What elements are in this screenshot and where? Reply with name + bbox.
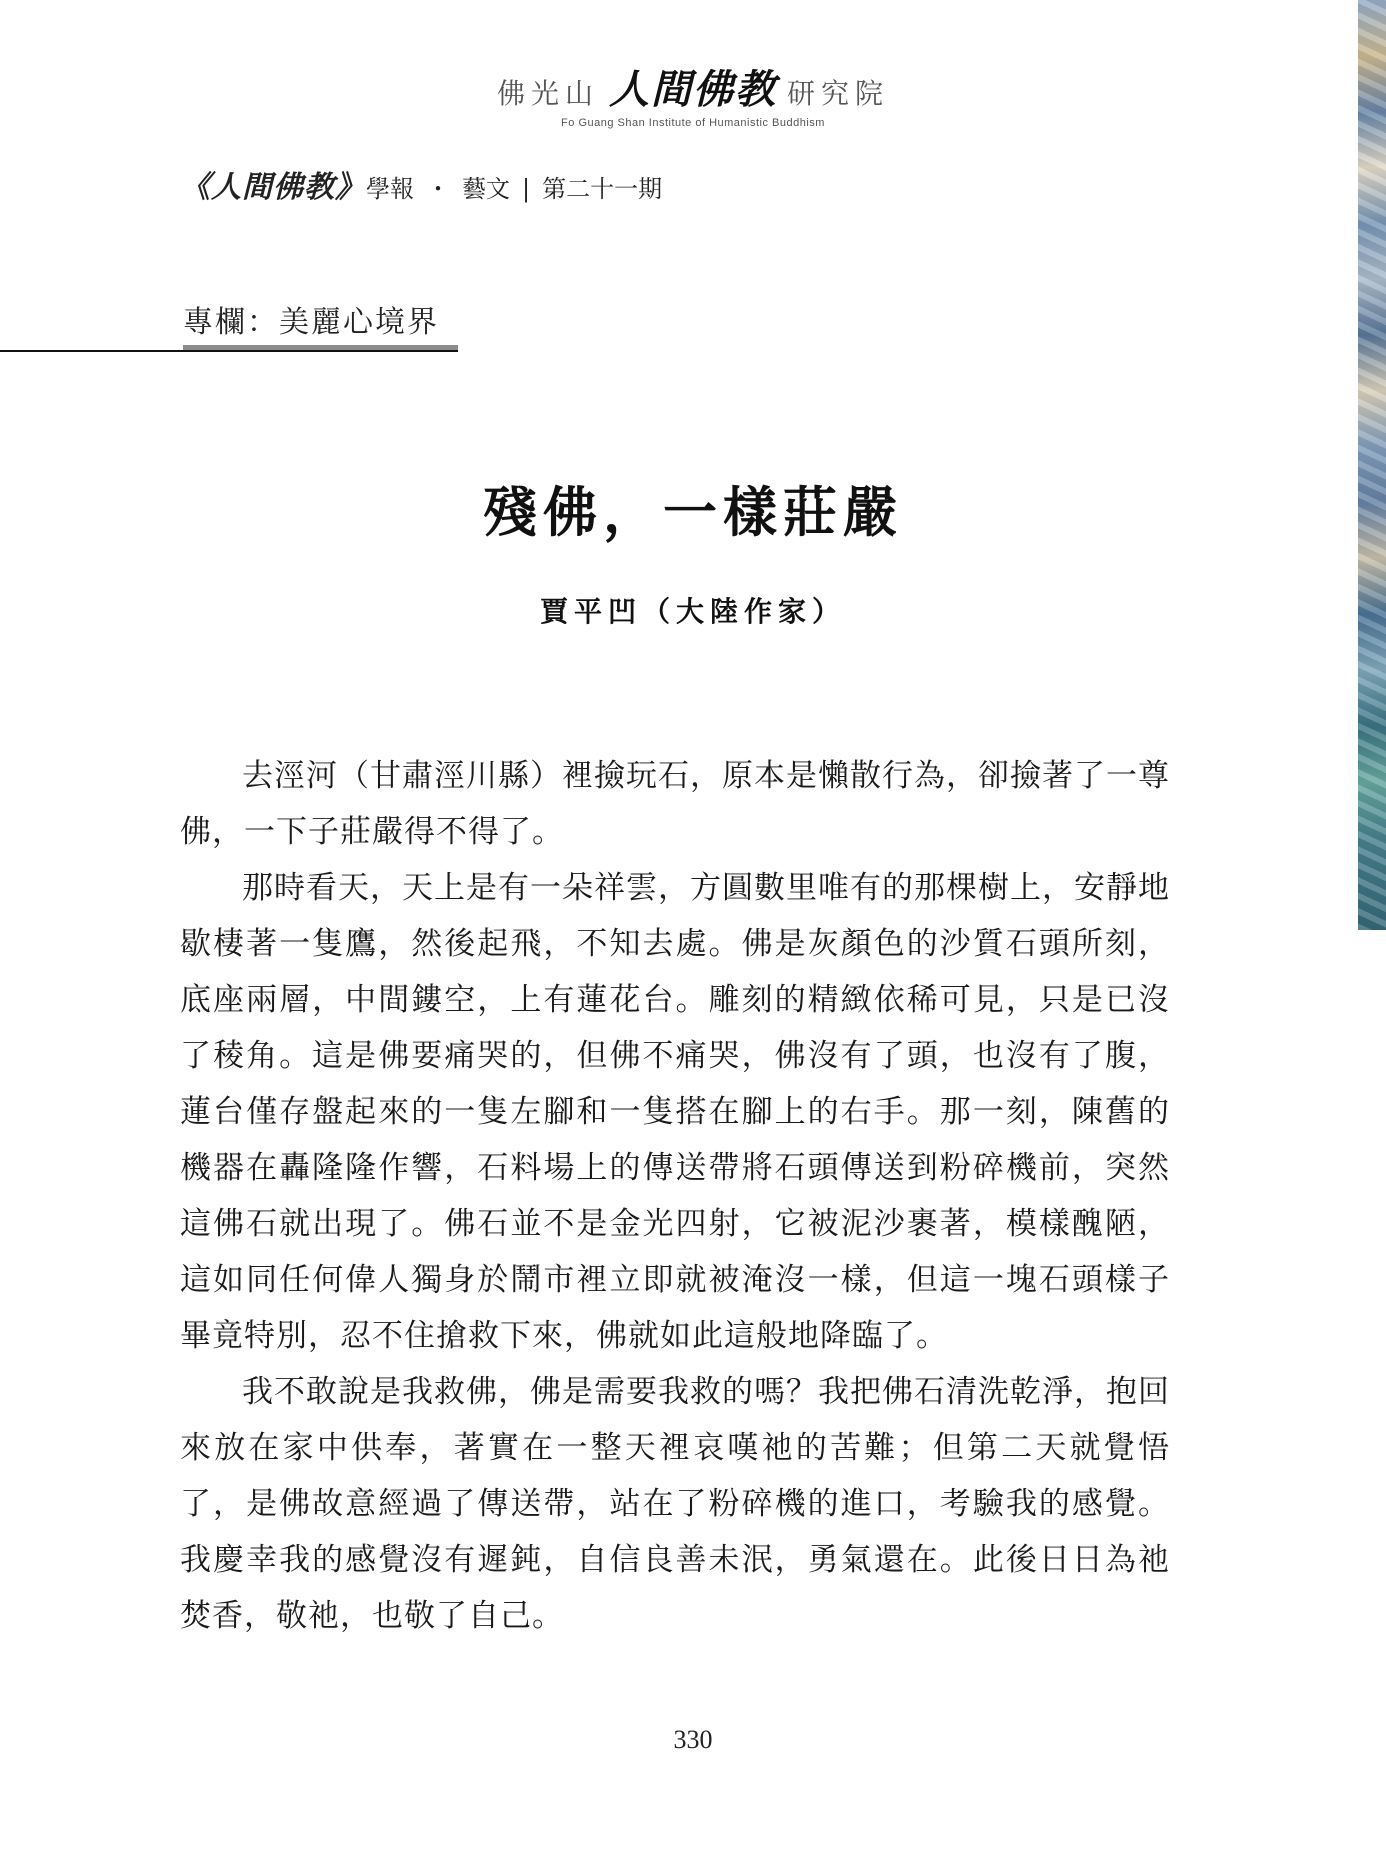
column-underline-black [0, 350, 458, 352]
logo-english-text: Fo Guang Shan Institute of Humanistic Buddhism [561, 117, 825, 129]
article-paragraph: 那時看天，天上是有一朵祥雲，方圓數里唯有的那棵樹上，安靜地歇棲著一隻鷹，然後起飛，不知去處。佛是灰顏色的沙質石頭所刻，底座兩層，中間鏤空，上有蓮花台。雕刻的精緻依稀可見，只是已沒了稜角。這是佛要痛哭的，但佛不痛哭，佛沒有了頭，也沒有了腹，蓮台僅存盤起來的一隻左腳和一隻搭在腳上的右手。那一刻，陳舊的機器在轟隆隆作響，石料場上的傳送帶將石頭傳送到粉碎機前，突然這佛石就出現了。佛石並不是金光四射，它被泥沙裹著，模樣醜陋，這如同任何偉人獨身於鬧市裡立即就被淹沒一樣，但這一塊石頭樣子畢竟特別，忍不住搶救下來，佛就如此這般地降臨了。 [180, 870, 1170, 1354]
logo-left-text: 佛光山 [496, 77, 599, 110]
journal-issue: 第二十一期 [542, 175, 663, 203]
journal-name: 學報 [366, 175, 414, 203]
column-label: 專欄：美麗心境界 [183, 305, 439, 340]
institute-logo [0, 58, 1386, 129]
article-paragraph: 去涇河（甘肅涇川縣）裡撿玩石，原本是懶散行為，卻撿著了一尊佛，一下子莊嚴得不得了。 [180, 758, 1170, 850]
page-number: 330 [673, 1725, 713, 1754]
journal-section: 藝文 [462, 175, 510, 203]
article-title: 殘佛，一樣莊嚴 [483, 480, 903, 544]
journal-dot: ・ [426, 175, 450, 203]
article-body [180, 748, 1170, 1644]
journal-header [180, 162, 662, 206]
logo-right-text: 研究院 [787, 77, 890, 110]
institute-logo-line [497, 58, 889, 115]
article-author: 賈平凹（大陸作家） [539, 595, 846, 628]
side-painting-strip [1358, 0, 1386, 930]
article-paragraph: 我不敢說是我救佛，佛是需要我救的嗎？我把佛石清洗乾淨，抱回來放在家中供奉，著實在一整天裡哀嘆祂的苦難；但第二天就覺悟了，是佛故意經過了傳送帶，站在了粉碎機的進口，考驗我的感覺。我慶幸我的感覺沒有遲鈍，自信良善未泯，勇氣還在。此後日日為祂焚香，敬祂，也敬了自己。 [180, 1374, 1170, 1634]
journal-separator: | [522, 175, 531, 203]
logo-brand-text: 人間佛教 [609, 66, 777, 113]
journal-brand: 《人間佛教》 [180, 170, 366, 205]
